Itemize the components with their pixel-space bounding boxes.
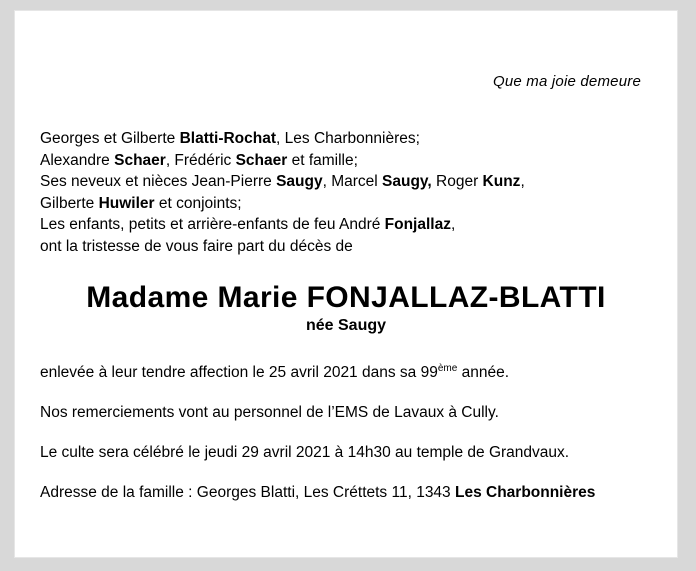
text-run: Blatti-Rochat (179, 130, 277, 147)
text-run: Alexandre (40, 151, 115, 169)
family-line (40, 171, 640, 193)
text-run: Roger (431, 173, 483, 190)
deceased-name: Madame Marie FONJALLAZ-BLATTI (86, 281, 606, 314)
notice-paragraph (40, 403, 655, 422)
text-run: Saugy, (382, 173, 432, 190)
notice-paragraph (40, 483, 655, 502)
text-run: année. (457, 364, 509, 382)
text-run: , (450, 216, 456, 233)
text-run: Schaer (114, 151, 166, 169)
text-run: Le culte sera célébré le jeudi 29 avril 2021 à 14h30 au temple de Grandvaux. (40, 444, 570, 462)
text-run: Saugy (276, 173, 323, 190)
family-line (40, 214, 640, 236)
notice-paragraphs (40, 359, 655, 523)
text-run: Nos remerciements vont au personnel de l’EMS de Lavaux à Cully. (40, 404, 499, 422)
text-run: ème (437, 363, 458, 374)
text-run: Ses neveux et nièces Jean-Pierre (40, 173, 277, 190)
text-run: , Frédéric (165, 151, 236, 169)
death-notice-card (14, 10, 678, 558)
text-run: , (520, 173, 525, 190)
family-line (40, 128, 640, 150)
text-run: Fonjallaz (384, 216, 451, 233)
text-run: , Marcel (322, 173, 383, 190)
text-run: Schaer (235, 151, 288, 169)
family-line (40, 150, 640, 172)
text-run: Kunz (482, 173, 521, 190)
text-run: , Les Charbonnières; (276, 130, 420, 147)
text-run: enlevée à leur tendre affection le 25 avril 2021 dans sa 99 (40, 364, 438, 382)
text-run: Adresse de la famille : Georges Blatti, Les Créttets 11, 1343 (40, 484, 455, 502)
deceased-maiden-name: née Saugy (305, 317, 387, 334)
family-announcement-block (40, 128, 640, 257)
family-line (40, 193, 640, 215)
text-run: Huwiler (98, 194, 155, 212)
text-run: Les Charbonnières (454, 484, 596, 502)
text-run: ont la tristesse de vous faire part du décès de (40, 237, 353, 255)
notice-paragraph (40, 359, 655, 382)
notice-paragraph (40, 443, 655, 462)
epigraph-text: Que ma joie demeure (492, 73, 641, 90)
text-run: Les enfants, petits et arrière-enfants de feu André (40, 216, 385, 233)
family-line (40, 236, 640, 258)
text-run: et conjoints; (154, 194, 242, 212)
text-run: Georges et Gilberte (40, 130, 180, 147)
text-run: Gilberte (40, 194, 99, 212)
text-run: et famille; (287, 151, 358, 169)
